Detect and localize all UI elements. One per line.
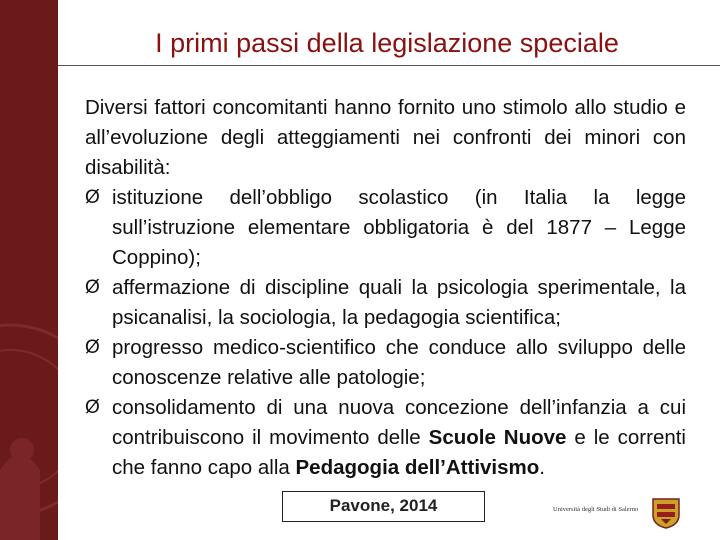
- slide-body: [85, 93, 686, 483]
- arrow-bullet-icon: Ø: [85, 397, 100, 418]
- bullet-text: consolidamento di una nuova concezione dell’infanzia a cui contribuiscono il movimento delle: [112, 396, 686, 449]
- left-decorative-band: [0, 0, 58, 540]
- slide-title: I primi passi della legislazione speciale: [155, 28, 619, 58]
- university-name: Università degli Studi di Salerno: [553, 506, 639, 513]
- bullet-text-end: .: [539, 456, 545, 479]
- university-crest-icon: [651, 497, 681, 529]
- list-item: [85, 333, 686, 393]
- attivismo-term: Pedagogia dell’Attivismo: [295, 456, 540, 479]
- bullet-text-mid: e le correnti che fanno capo alla: [112, 426, 686, 479]
- seal-watermark: [0, 0, 58, 540]
- list-item: [85, 393, 686, 483]
- list-item: [85, 273, 686, 333]
- scuole-nuove-term: Scuole Nuove: [428, 426, 567, 449]
- bullet-text: affermazione di discipline quali la psicologia sperimentale, la psicanalisi, la sociologia, la pedagogia scientifica;: [112, 276, 686, 329]
- arrow-bullet-icon: Ø: [85, 277, 100, 298]
- arrow-bullet-icon: Ø: [85, 337, 100, 358]
- intro-paragraph: Diversi fattori concomitanti hanno fornito uno stimolo allo studio e all’evoluzione degli atteggiamenti nei confronti dei minori con disabilità:: [85, 96, 686, 179]
- title-divider: [58, 65, 720, 66]
- bullet-text: istituzione dell’obbligo scolastico (in Italia la legge sull’istruzione elementare obbligatoria è del 1877 – Legge Coppino);: [112, 186, 686, 269]
- list-item: [85, 183, 686, 273]
- footer-author: Pavone, 2014: [329, 496, 438, 515]
- bullet-text: progresso medico-scientifico che conduce allo sviluppo delle conoscenze relative alle patologie;: [112, 336, 686, 389]
- arrow-bullet-icon: Ø: [85, 187, 100, 208]
- bullet-list: [85, 183, 686, 483]
